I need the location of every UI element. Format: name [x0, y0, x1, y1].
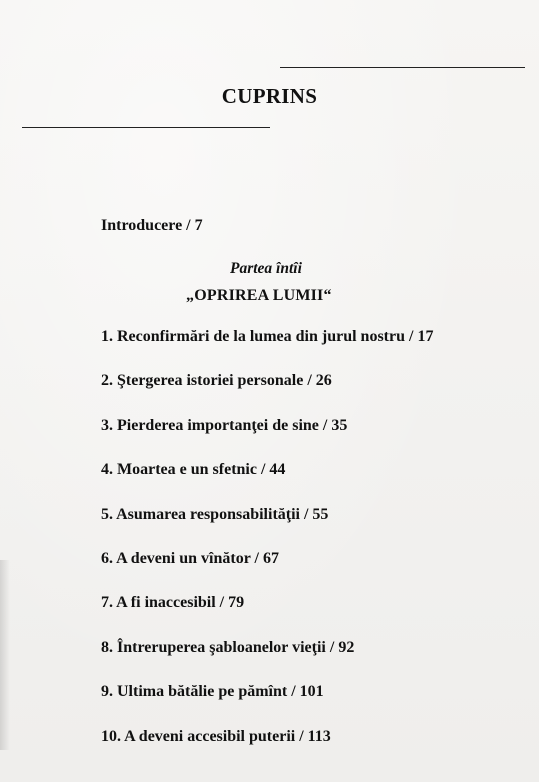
toc-entry: 2. Ştergerea istoriei personale / 26 — [101, 372, 332, 390]
toc-entry: 1. Reconfirmări de la lumea din jurul nostru / 17 — [101, 328, 434, 345]
toc-entry: 6. A deveni un vînător / 67 — [101, 549, 279, 567]
table-of-contents — [101, 328, 433, 772]
toc-introduction: Introducere / 7 — [101, 217, 203, 234]
toc-entry: 9. Ultima bătălie pe pămînt / 101 — [101, 683, 324, 701]
part-title: „OPRIREA LUMII“ — [186, 287, 332, 304]
toc-entry: 5. Asumarea responsabilităţii / 55 — [101, 505, 329, 523]
page-title: CUPRINS — [221, 84, 318, 108]
toc-entry: 10. A deveni accesibil puterii / 113 — [101, 727, 331, 745]
top-divider-rule — [280, 67, 525, 68]
toc-entry: 7. A fi inaccesibil / 79 — [101, 594, 245, 612]
toc-entry: 4. Moartea e un sfetnic / 44 — [101, 461, 286, 479]
page-binding-shadow — [0, 560, 10, 750]
part-label: Partea întîi — [230, 260, 302, 277]
title-underline-rule — [22, 127, 270, 128]
toc-entry: 3. Pierderea importanţei de sine / 35 — [101, 416, 348, 434]
toc-entry: 8. Întreruperea şabloanelor vieţii / 92 — [101, 638, 355, 656]
